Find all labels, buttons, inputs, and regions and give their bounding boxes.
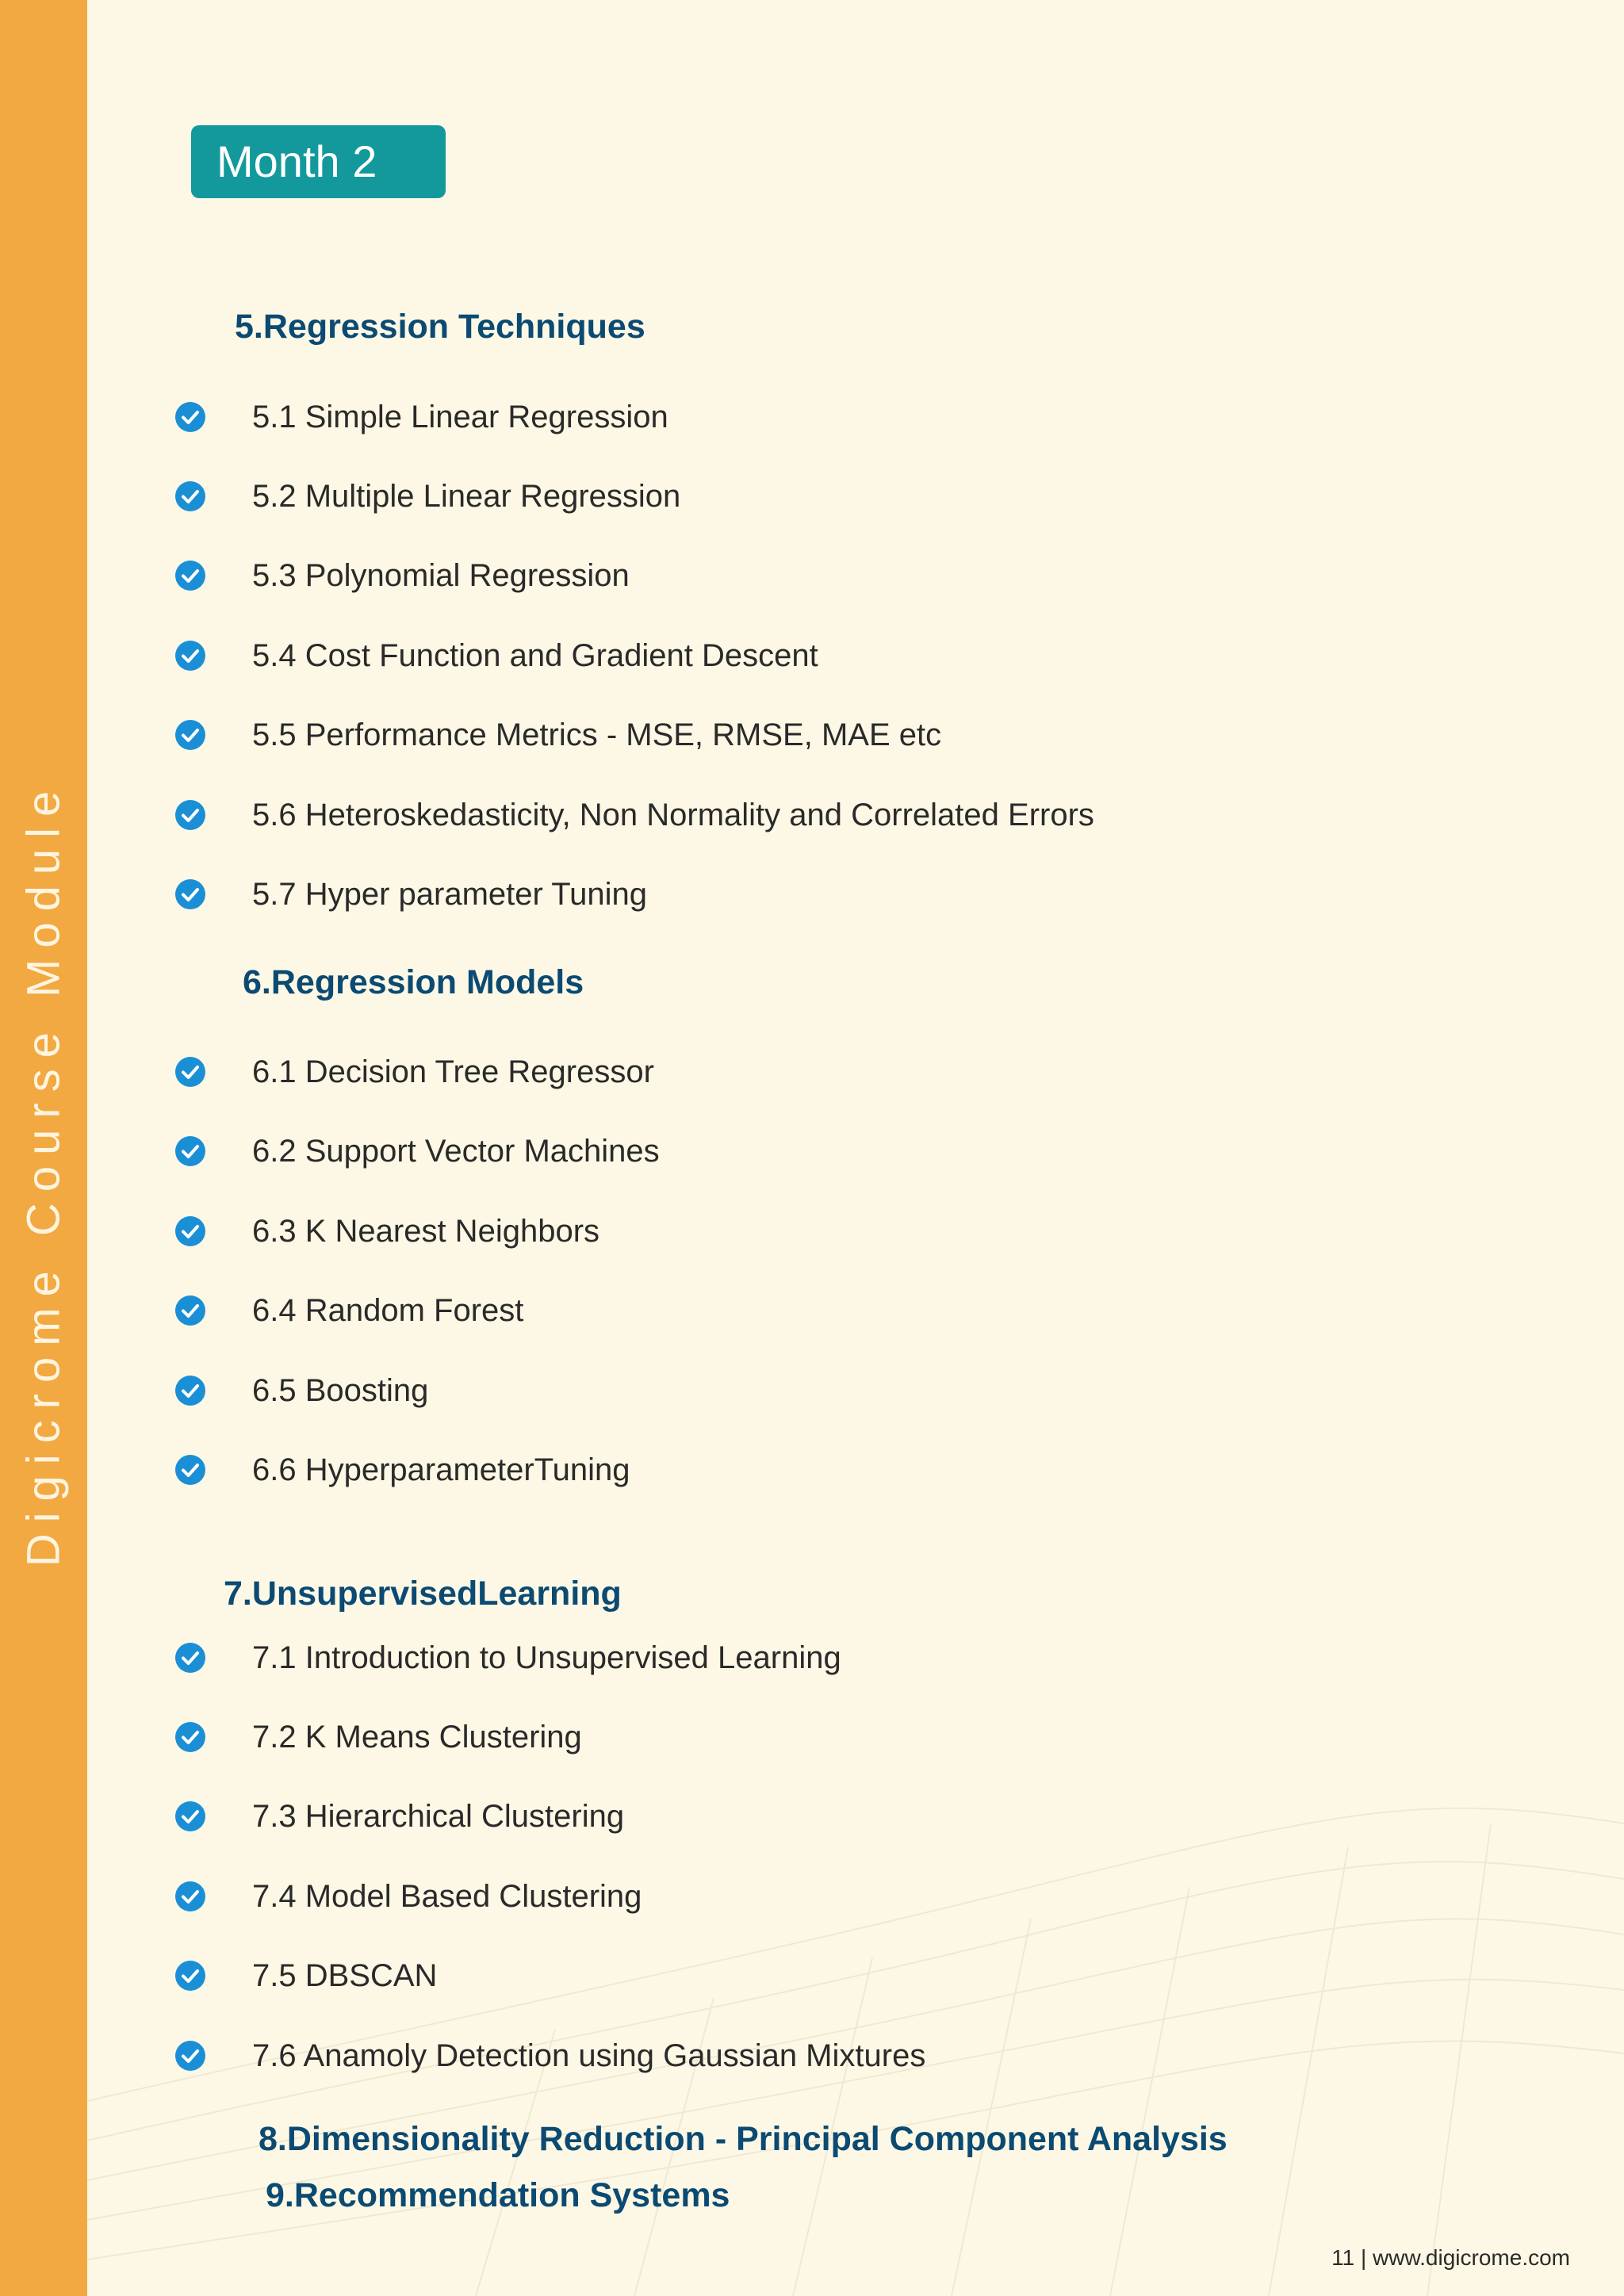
item-label: 7.5 DBSCAN [252, 1957, 438, 1993]
list-item [174, 1127, 660, 1175]
item-label: 6.5 Boosting [252, 1372, 429, 1408]
check-circle-icon [174, 640, 206, 672]
list-item [174, 393, 668, 441]
item-label: 5.2 Multiple Linear Regression [252, 478, 681, 514]
list-item [174, 1793, 624, 1840]
section-title-7: 7.UnsupervisedLearning [224, 1575, 622, 1613]
check-circle-icon [174, 1800, 206, 1832]
check-circle-icon [174, 1375, 206, 1406]
check-circle-icon [174, 719, 206, 751]
check-circle-icon [174, 1960, 206, 1992]
sidebar-strip [0, 0, 87, 2296]
item-label: 5.4 Cost Function and Gradient Descent [252, 637, 818, 673]
item-label: 7.6 Anamoly Detection using Gaussian Mixtures [252, 2038, 926, 2073]
check-circle-icon [174, 1721, 206, 1753]
sidebar-title: Digicrome Course Module [17, 779, 70, 1567]
list-item [174, 791, 1094, 839]
list-item [174, 1287, 523, 1334]
list-item [174, 1634, 841, 1682]
list-item [174, 632, 818, 679]
check-circle-icon [174, 480, 206, 512]
check-circle-icon [174, 1056, 206, 1088]
check-circle-icon [174, 1135, 206, 1167]
list-item [174, 473, 680, 520]
item-label: 6.2 Support Vector Machines [252, 1133, 660, 1169]
section-title-8: 8.Dimensionality Reduction - Principal Component Analysis [259, 2120, 1228, 2158]
check-circle-icon [174, 878, 206, 910]
item-label: 6.4 Random Forest [252, 1292, 524, 1328]
list-item [174, 1367, 428, 1414]
list-item [174, 871, 647, 918]
check-circle-icon [174, 799, 206, 831]
item-label: 5.1 Simple Linear Regression [252, 399, 668, 434]
list-item [174, 1207, 599, 1255]
item-label: 7.1 Introduction to Unsupervised Learning [252, 1640, 841, 1675]
list-item [174, 1713, 582, 1761]
check-circle-icon [174, 1295, 206, 1326]
item-label: 5.6 Heteroskedasticity, Non Normality and Correlated Errors [252, 797, 1094, 832]
page-footer: 11 | www.digicrome.com [1331, 2245, 1570, 2270]
check-circle-icon [174, 560, 206, 591]
check-circle-icon [174, 1642, 206, 1674]
list-item [174, 2032, 925, 2080]
item-label: 5.3 Polynomial Regression [252, 557, 630, 593]
check-circle-icon [174, 401, 206, 433]
month-badge: Month 2 [191, 125, 446, 198]
item-label: 6.3 K Nearest Neighbors [252, 1213, 600, 1249]
item-label: 7.4 Model Based Clustering [252, 1878, 642, 1914]
item-label: 5.7 Hyper parameter Tuning [252, 876, 648, 912]
section-title-5: 5.Regression Techniques [235, 308, 645, 346]
check-circle-icon [174, 1454, 206, 1486]
section-title-9: 9.Recommendation Systems [266, 2176, 730, 2214]
item-label: 7.2 K Means Clustering [252, 1719, 582, 1755]
list-item [174, 1873, 642, 1920]
check-circle-icon [174, 1215, 206, 1247]
check-circle-icon [174, 2040, 206, 2072]
list-item [174, 1048, 654, 1096]
check-circle-icon [174, 1881, 206, 1912]
section-title-6: 6.Regression Models [243, 963, 584, 1001]
item-label: 5.5 Performance Metrics - MSE, RMSE, MAE etc [252, 717, 942, 752]
item-label: 6.6 HyperparameterTuning [252, 1452, 630, 1487]
item-label: 7.3 Hierarchical Clustering [252, 1798, 625, 1834]
list-item [174, 711, 941, 759]
list-item [174, 1952, 437, 1999]
list-item [174, 1446, 630, 1494]
list-item [174, 552, 630, 599]
item-label: 6.1 Decision Tree Regressor [252, 1054, 654, 1089]
